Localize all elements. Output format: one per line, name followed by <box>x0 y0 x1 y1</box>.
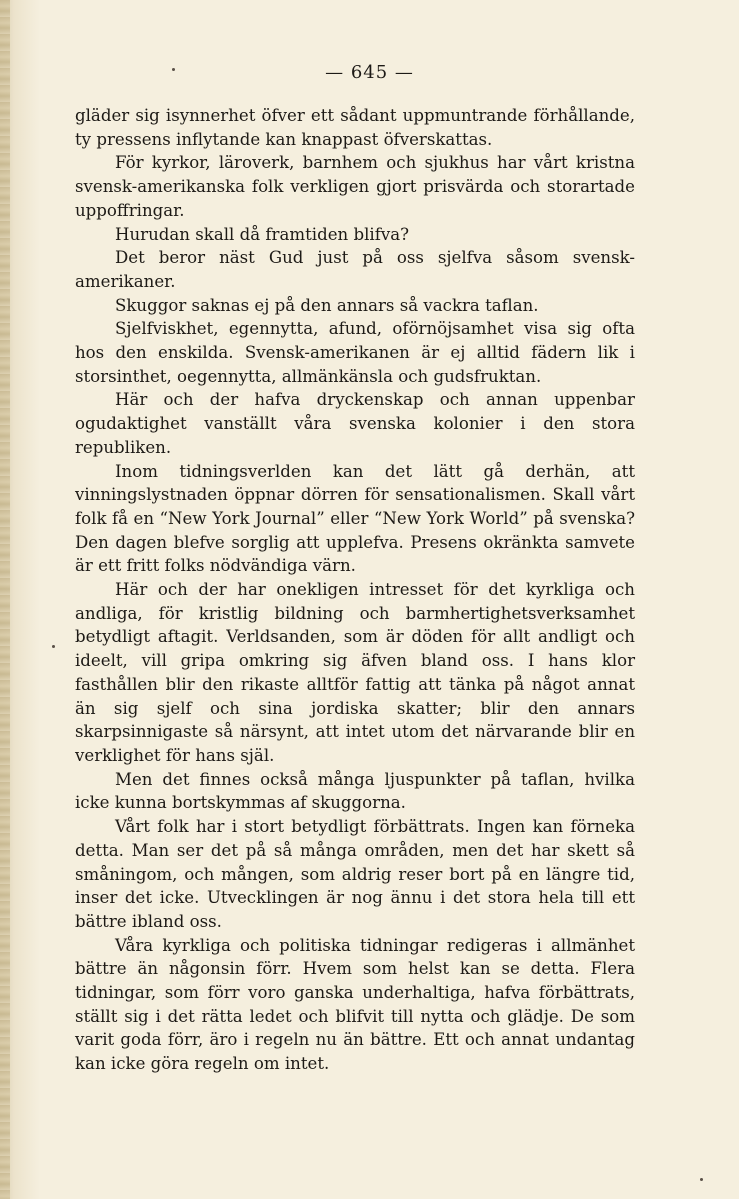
paragraph: Men det finnes också många ljuspunkter på taflan, hvilka icke kunna bortskymmas af skuggorna. <box>75 769 635 813</box>
print-speck <box>52 645 55 648</box>
paragraph: gläder sig isynnerhet öfver ett sådant uppmuntrande förhållande, ty pressens inflytande kan knappast öfverskattas. <box>75 106 635 149</box>
print-speck <box>700 1178 703 1181</box>
paragraph: Här och der har onekligen intresset för det kyrkliga och andliga, för kristlig bildning och barmhertighetsverksamhet betydligt aftagit. Verldsanden, som är döden för allt andligt och ideelt, vill gripa omkring sig äfven bland oss. I hans klor fasthållen blir den rikaste alltför fattig att tänka på något annat än sig sjelf och sina jordiska skatter; blir den annars skarpsinnigaste så närsynt, att intet utom det närvarande blir en verklighet för hans själ. <box>75 580 635 765</box>
paragraph: Vårt folk har i stort betydligt förbättrats. Ingen kan förneka detta. Man ser det på så många områden, men det har skett så småningom, och mången, som aldrig reser bort på en längre tid, inser det icke. Utvecklingen är nog ännu i det stora hela till ett bättre ibland oss. <box>75 817 635 931</box>
paragraph: Våra kyrkliga och politiska tidningar redigeras i allmänhet bättre än någonsin förr. Hvem som helst kan se detta. Flera tidningar, som förr voro ganska underhaltiga, hafva förbättrats, ställt sig i det rätta ledet och blifvit till nytta och glädje. De som varit goda förr, äro i regeln nu än bättre. Ett och annat undantag kan icke göra regeln om intet. <box>75 935 635 1074</box>
paragraph: Här och der hafva dryckenskap och annan uppenbar ogudaktighet vanställt våra svenska kolonier i den stora republiken. <box>75 390 635 457</box>
body-text <box>75 104 635 1076</box>
page-binding-edge <box>0 0 10 1199</box>
print-speck <box>172 68 175 71</box>
paragraph: Det beror näst Gud just på oss sjelfva såsom svensk-amerikaner. <box>75 248 635 291</box>
paragraph: För kyrkor, läroverk, barnhem och sjukhus har vårt kristna svensk-amerikanska folk verkligen gjort prisvärda och storartade uppoffringar. <box>75 153 635 220</box>
paragraph: Sjelfviskhet, egennytta, afund, oförnöjsamhet visa sig ofta hos den enskilda. Svensk-amerikanen är ej alltid fädern lik i storsinthet, oegennytta, allmänkänsla och gudsfruktan. <box>75 319 635 386</box>
paragraph: Inom tidningsverlden kan det lätt gå derhän, att vinningslystnaden öppnar dörren för sensationalismen. Skall vårt folk få en “New York Journal” eller “New York World” på svenska? Den dagen blefve sorglig att upplefva. Presens okränkta samvete är ett fritt folks nödvändiga värn. <box>75 461 635 576</box>
page-number: — 645 — <box>325 62 414 83</box>
paragraph: Hurudan skall då framtiden blifva? <box>115 224 410 244</box>
paragraph: Skuggor saknas ej på den annars så vackra taflan. <box>115 295 539 315</box>
